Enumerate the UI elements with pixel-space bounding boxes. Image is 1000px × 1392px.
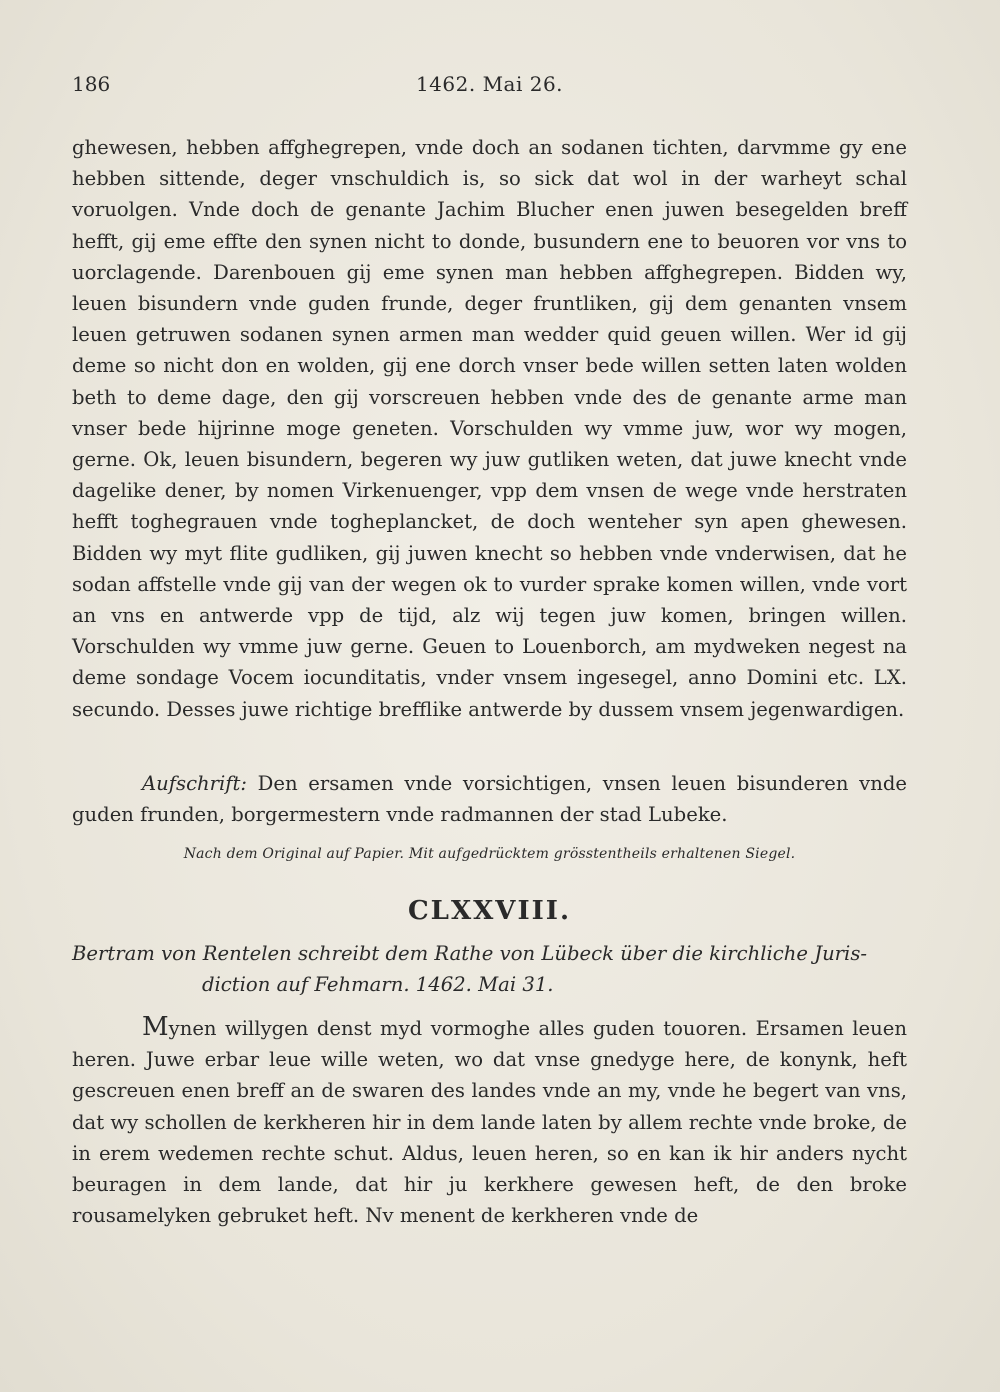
document-heading-line-1: Bertram von Rentelen schreibt dem Rathe von Lübeck über die kirchliche Juris- <box>72 942 867 965</box>
letter-text: ynen willygen denst myd vormoghe alles guden touoren. Ersamen leuen heren. Juwe erbar leue wille weten, wo dat vnse gnedyge here, de konynk, heft gescreuen enen breff an de swaren des landes vnde an my, vnde he begert van vns, dat wy schollen de kerkheren hir in dem lande laten by allem rechte vnde broke, de in erem wedemen rechte schut. Aldus, leuen heren, so en kan ik hir anders nycht beuragen in dem lande, dat hir ju kerkhere gewesen heft, de den broke rousamelyken gebruket heft. Nv menent de kerkheren vnde de <box>72 1017 907 1228</box>
letter-initial: M <box>142 1012 169 1042</box>
running-head: 1462. Mai 26. <box>415 72 564 96</box>
page-header <box>72 66 907 106</box>
source-note: Nach dem Original auf Papier. Mit aufgedrücktem grösstentheils erhaltenen Siegel. <box>183 846 796 862</box>
body-text-block <box>72 132 907 725</box>
address-label: Aufschrift: <box>142 772 248 795</box>
letter-block <box>72 1012 907 1231</box>
letter-paragraph <box>72 1012 907 1231</box>
document-number: CLXXVIII. <box>407 896 572 926</box>
address-block <box>72 768 907 830</box>
page-number: 186 <box>72 72 111 96</box>
address-paragraph <box>72 768 907 830</box>
body-paragraph: ghewesen, hebben affghegrepen, vnde doch an sodanen tichten, darvmme gy ene hebben sittende, deger vnschuldich is, so sick dat wol in der warheyt schal voruolgen. Vnde doch de genante Jachim Blucher enen juwen besegelden breff hefft, gij eme effte den synen nicht to donde, busundern ene to beuoren vor vns to uorclagende. Darenbouen gij eme synen man hebben affghegrepen. Bidden wy, leuen bisundern vnde guden frunde, deger fruntliken, gij dem genanten vnsem leuen getruwen sodanen synen armen man wedder quid geuen willen. Wer id gij deme so nicht don en wolden, gij ene dorch vnser bede willen setten laten wolden beth to deme dage, den gij vorscreuen hebben vnde des de genante arme man vnser bede hijrinne moge geneten. Vorschulden wy vmme juw, wor wy mogen, gerne. Ok, leuen bisundern, begeren wy juw gutliken weten, dat juwe knecht vnde dagelike dener, by nomen Virkenuenger, vpp dem vnsen de wege vnde herstraten hefft toghegrauen vnde togheplancket, de doch wenteher syn apen ghewesen. Bidden wy myt flite gudliken, gij juwen knecht so hebben vnde vnderwisen, dat he sodan affstelle vnde gij van der wegen ok to vurder sprake komen willen, vnde vort an vns en antwerde vpp de tijd, alz wij tegen juw komen, bringen willen. Vorschulden wy vmme juw gerne. Geuen to Louenborch, am mydweken negest na deme sondage Vocem iocunditatis, vnder vnsem ingesegel, anno Domini etc. LX. secundo. Desses juwe richtige brefflike antwerde by dussem vnsem jegenwardigen. <box>72 136 907 721</box>
document-heading-line-2: diction auf Fehmarn. 1462. Mai 31. <box>202 973 554 996</box>
address-text: Den ersamen vnde vorsichtigen, vnsen leuen bisunderen vnde guden frunden, borgermestern vnde radmannen der stad Lubeke. <box>72 772 907 827</box>
document-heading <box>72 938 907 1000</box>
